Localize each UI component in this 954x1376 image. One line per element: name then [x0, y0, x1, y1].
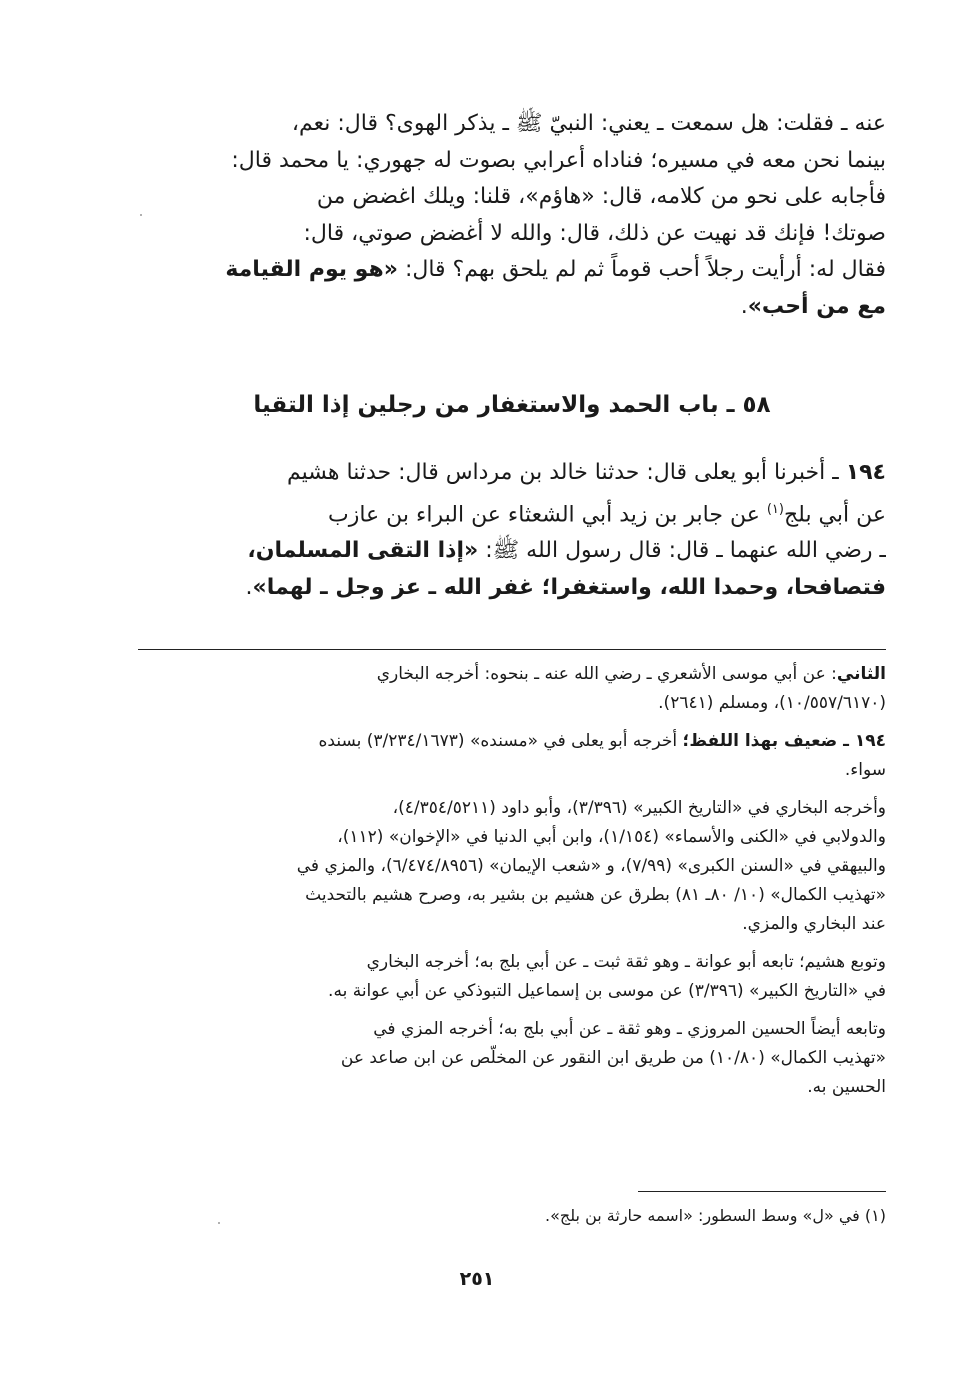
- note-paragraph: [138, 948, 886, 1006]
- text-segment: عن جابر بن زيد أبي الشعثاء عن البراء بن عازب: [328, 501, 767, 527]
- text-line: (١٠/٥٥٧/٦١٧٠)، ومسلم (٢٦٤١).: [658, 693, 886, 713]
- prophetic-quote: «هو يوم القيامة: [225, 257, 398, 282]
- text-segment: ـ أخبرنا أبو يعلى قال: حدثنا خالد بن مرداس قال: حدثنا هشيم: [286, 460, 846, 485]
- text-segment: أخرجه أبو يعلى في «مسنده» (٣/٢٣٤/١٦٧٣) بسنده: [318, 731, 683, 751]
- text-line: [138, 570, 886, 607]
- text-line: في «التاريخ الكبير» (٣/٣٩٦) عن موسى بن إسماعيل التبوذكي عن أبي عوانة به.: [328, 981, 886, 1001]
- prophetic-quote: مع من أحب»: [747, 293, 886, 319]
- text-segment: فقال له: أرأيت رجلاً أحب قوماً ثم لم يلحق بهم؟ قال:: [397, 257, 886, 282]
- text-segment: .: [740, 293, 748, 319]
- hadith-text: [138, 455, 886, 606]
- text-line: والبيهقي في «السنن الكبرى» (٧/٩٩)، و «شعب الإيمان» (٦/٤٧٤/٨٩٥٦)، والمزي في: [296, 856, 886, 876]
- text-line: وتوبع هشيم؛ تابعه أبو عوانة ـ وهو ثقة ثبت ـ عن أبي بلج به؛ أخرجه البخاري: [366, 952, 886, 972]
- chapter-title: ٥٨ ـ باب الحمد والاستغفار من رجلين إذا التقيا: [253, 392, 771, 418]
- text-line: [138, 455, 886, 492]
- note-paragraph: [138, 794, 886, 939]
- main-text: [138, 106, 886, 325]
- prophetic-quote: فتصافحا، وحمدا الله، واستغفرا؛ غفر الله ـ عز وجل ـ لهما»: [252, 574, 886, 600]
- text-line: سواء.: [844, 760, 886, 780]
- text-segment: : عن أبي موسى الأشعري ـ رضي الله عنه ـ بنحوه: أخرجه البخاري: [376, 664, 837, 684]
- text-line: عنه ـ فقلت: هل سمعت ـ يعني: النبيّ ﷺ ـ يذكر الهوى؟ قال: نعم،: [291, 111, 886, 136]
- note-paragraph: [138, 660, 886, 718]
- page-number: ٢٥١: [459, 1268, 495, 1290]
- text-line: وتابعه أيضاً الحسين المروزي ـ وهو ثقة ـ عن أبي بلج به؛ أخرجه المزي في: [373, 1019, 886, 1039]
- text-line: والدولابي في «الكنى والأسماء» (١/١٥٤)، وابن أبي الدنيا في «الإخوان» (١١٢)،: [337, 827, 886, 847]
- text-line: [138, 727, 886, 756]
- text-line: بينما نحن معه في مسيره؛ فناداه أعرابي بصوت له جهوري: يا محمد قال:: [231, 147, 886, 173]
- note-paragraph: [138, 727, 886, 785]
- scan-speck: [140, 214, 142, 216]
- note-paragraph: [138, 1015, 886, 1102]
- text-line: [138, 252, 886, 289]
- text-line: وأخرجه البخاري في «التاريخ الكبير» (٣/٣٩٦)، وأبو داود (٤/٣٥٤/٥٢١١)،: [392, 798, 886, 818]
- hadith-number: ١٩٤: [845, 460, 886, 485]
- footnote-ref[interactable]: (١): [766, 501, 784, 517]
- prophetic-quote: «إذا التقى المسلمان،: [247, 538, 479, 564]
- text-line: «تهذيب الكمال» (١٠/ ٨٠ـ ٨١) بطرق عن هشيم بن بشير به، وصرح هشيم بالتحديث: [305, 885, 886, 905]
- note-lead: الثاني: [836, 664, 886, 684]
- note-lead: ١٩٤ ـ ضعيف بهذا اللفظ؛: [682, 731, 886, 751]
- notes-divider: [138, 649, 886, 650]
- text-line: «تهذيب الكمال» (١٠/٨٠) من طريق ابن النقور عن المخلّص عن ابن صاعد عن: [340, 1048, 886, 1068]
- footnote-divider: [638, 1191, 886, 1192]
- text-line: فأجابه على نحو من كلامه، قال: «هاؤم»، قلنا: ويلك اغضض من: [316, 184, 886, 209]
- text-line: الحسين به.: [807, 1077, 886, 1097]
- text-line: [138, 533, 886, 570]
- text-segment: عن أبي بلج: [783, 501, 886, 527]
- text-segment: .: [245, 574, 253, 600]
- text-line: [138, 289, 886, 326]
- footnote: (١) في «ل» وسط السطور: «اسمه حارثة بن بلج».: [545, 1206, 886, 1225]
- text-line: [138, 660, 886, 689]
- commentary-notes: [138, 660, 886, 1111]
- text-line: [138, 492, 886, 534]
- text-segment: ـ رضي الله عنهما ـ قال: قال رسول الله ﷺ:: [478, 538, 886, 564]
- text-line: صوتك! فإنك قد نهيت عن ذلك، قال: والله لا أغضض صوتي، قال:: [303, 220, 886, 246]
- scan-speck: [218, 1222, 220, 1224]
- text-line: عند البخاري والمزي.: [742, 914, 886, 934]
